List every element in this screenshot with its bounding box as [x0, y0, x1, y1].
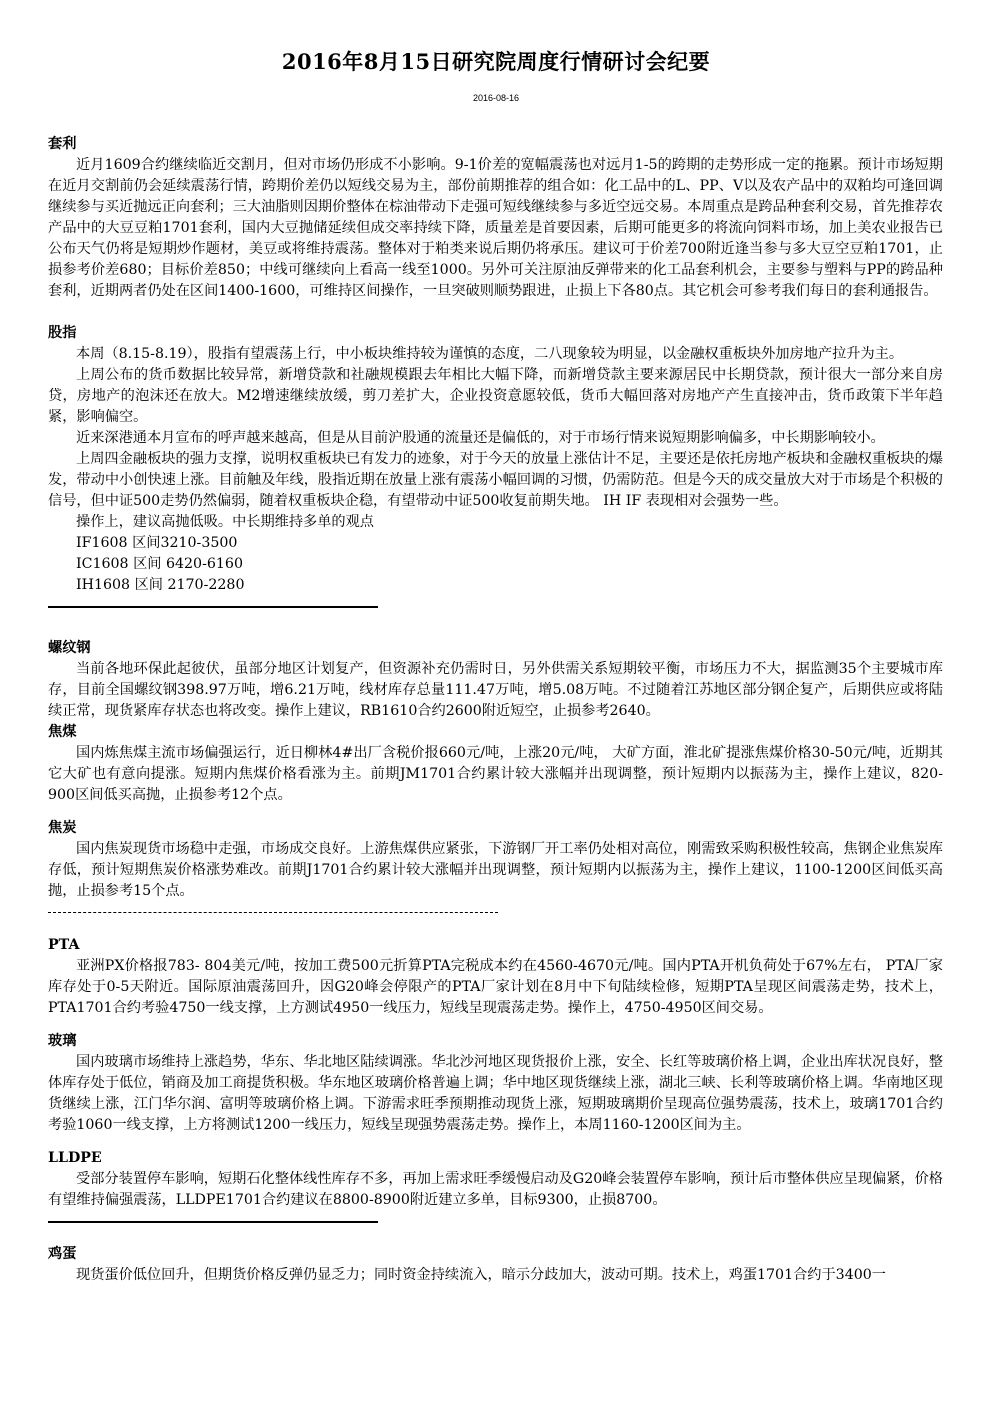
lldpe-paragraph: 受部分装置停车影响，短期石化整体线性库存不多，再加上需求旺季缓慢启动及G20峰会装置停车影响，预计后市整体供应呈现偏紧，价格有望维持偏强震荡，LLDPE1701合约建议在8800-8900附近建立多单，目标9300，止损8700。 — [48, 1171, 943, 1208]
spacer — [48, 1232, 943, 1244]
coking-coal-paragraph: 国内炼焦煤主流市场偏强运行，近日柳林4#出厂含税价报660元/吨，上涨20元/吨， 大矿方面，淮北矿提涨焦煤价格30-50元/吨，近期其它大矿也有意向提涨。短期内焦煤价格看涨为主。前期JM1701合约累计较大涨幅并出现调整，预计短期内以振荡为主，操作上建议，820-900区间低买高抛，止损参考12个点。 — [48, 745, 943, 803]
spacer — [48, 617, 943, 638]
arbitrage-paragraph: 近月1609合约继续临近交割月，但对市场仍形成不小影响。9-1价差的宽幅震荡也对远月1-5的跨期的走势形成一定的拖累。预计市场短期在近月交割前仍会延续震荡行情，跨期价差仍以短线交易为主，部份前期推荐的组合如：化工品中的L、PP、V以及农产品中的双粕均可逢回调继续参与买近抛远正向套利；三大油脂则因期价整体在棕油带动下走强可短线继续参与多近空远交易。本周重点是跨品种套利交易，首先推荐农产品中的大豆豆粕1701套利，国内大豆抛储延续但成交率持续下降，质量差是首要因素，后期可能更多的将流向饲料市场，加上美农业报告已公布天气仍将是短期炒作题材，美豆或将维持震荡。整体对于粕类来说后期仍将承压。建议可于价差700附近逢当参与多大豆空豆粕1701，止损参考价差680；目标价差850；中线可继续向上看高一线至1000。另外可关注原油反弹带来的化工品套利机会，主要参与塑料与PP的跨品种套利，近期两者仍处在区间1400-1600，可维持区间操作，一旦突破则顺势跟进，止损上下各80点。其它机会可参考我们每日的套利通报告。 — [48, 157, 943, 299]
spacer — [48, 923, 943, 935]
coke-paragraph: 国内焦炭现货市场稳中走强，市场成交良好。上游焦煤供应紧张，下游钢厂开工率仍处相对高位，刚需致采购积极性较高，焦钢企业焦炭库存低，预计短期焦炭价格涨势难改。前期J1701合约累计较大涨幅并出现调整，预计短期内以振荡为主，操作上建议，1100-1200区间低买高抛，止损参考15个点。 — [48, 841, 943, 899]
section-heading-arbitrage: 套利 — [48, 136, 77, 152]
spacer — [48, 1019, 943, 1031]
document-body — [48, 134, 943, 1286]
document-title: 2016年8月15日研究院周度行情研讨会纪要 — [281, 49, 711, 74]
section-heading-rebar: 螺纹钢 — [48, 640, 91, 656]
stock-index-paragraph-4: 上周四金融板块的强力支撑，说明权重板块已有发力的迹象，对于今天的放量上涨估计不足，主要还是依托房地产板块和金融权重板块的爆发，带动中小创快速上涨。目前触及年线，股指近期在放量上涨有震荡小幅回调的习惯，仍需防范。但是今天的成交量放大对于市场是个积极的信号，但中证500走势仍然偏弱，随着权重板块企稳，有望带动中证500收复前期失地。 IH IF 表现相对会强势一些。 — [48, 451, 943, 509]
separator-line — [48, 596, 943, 617]
spacer — [48, 806, 943, 818]
dashed-separator-line — [48, 902, 943, 923]
rebar-paragraph: 当前各地环保此起彼伏，虽部分地区计划复产，但资源补充仍需时日，另外供需关系短期较平衡，市场压力不大，据监测35个主要城市库存，目前全国螺纹钢398.97万吨，增6.21万吨，线材库存总量111.47万吨，增5.08万吨。不过随着江苏地区部分钢企复产，后期供应或将陆续正常，现货紧库存状态也将改变。操作上建议，RB1610合约2600附近短空，止损参考2640。 — [48, 661, 943, 719]
ih-range-line: IH1608 区间 2170-2280 — [76, 577, 245, 593]
section-heading-glass: 玻璃 — [48, 1033, 77, 1049]
section-heading-lldpe: LLDPE — [48, 1150, 102, 1166]
section-heading-pta: PTA — [48, 937, 80, 953]
stock-index-paragraph-1: 本周（8.15-8.19），股指有望震荡上行，中小板块维持较为谨慎的态度，二八现象较为明显，以金融权重板块外加房地产拉升为主。 — [76, 346, 904, 362]
spacer — [48, 302, 943, 323]
section-heading-coking-coal: 焦煤 — [48, 724, 77, 740]
section-heading-egg: 鸡蛋 — [48, 1246, 77, 1262]
spacer — [48, 1136, 943, 1148]
egg-paragraph: 现货蛋价低位回升，但期货价格反弹仍显乏力；同时资金持续流入，暗示分歧加大，波动可期。技术上，鸡蛋1701合约于3400一 — [76, 1267, 886, 1283]
separator-line — [48, 1211, 943, 1232]
stock-index-paragraph-2: 上周公布的货币数据比较异常，新增贷款和社融规模跟去年相比大幅下降，而新增贷款主要来源居民中长期贷款，预计很大一部分来自房贷，房地产的泡沫还在放大。M2增速继续放缓，剪刀差扩大，企业投资意愿较低，货币大幅回落对房地产产生直接冲击，货币政策下半年趋紧，影响偏空。 — [48, 367, 943, 425]
ic-range-line: IC1608 区间 6420-6160 — [76, 556, 243, 572]
pta-paragraph: 亚洲PX价格报783- 804美元/吨，按加工费500元折算PTA完税成本约在4560-4670元/吨。国内PTA开机负荷处于67%左右， PTA厂家库存处于0-5天附近。国际原油震荡回升，因G20峰会停限产的PTA厂家计划在8月中下旬陆续检修，短期PTA呈现区间震荡走势，技术上，PTA1701合约考验4750一线支撑，上方测试4950一线压力，短线呈现震荡走势。操作上，4750-4950区间交易。 — [48, 958, 943, 1016]
section-heading-coke: 焦炭 — [48, 820, 77, 836]
stock-index-paragraph-3: 近来深港通本月宣布的呼声越来越高，但是从目前沪股通的流量还是偏低的，对于市场行情来说短期影响偏多，中长期影响较小。 — [76, 430, 885, 446]
if-range-line: IF1608 区间3210-3500 — [76, 535, 238, 551]
section-heading-stock-index: 股指 — [48, 325, 77, 341]
glass-paragraph: 国内玻璃市场维持上涨趋势，华东、华北地区陆续调涨。华北沙河地区现货报价上涨，安全、长红等玻璃价格上调，企业出库状况良好，整体库存处于低位，销商及加工商提货积极。华东地区玻璃价格普遍上调；华中地区现货继续上涨，湖北三峡、长利等玻璃价格上调。华南地区现货继续上涨，江门华尔润、富明等玻璃价格上调。下游需求旺季预期推动现货上涨，短期玻璃期价呈现高位强势震荡，技术上，玻璃1701合约考验1060一线支撑，上方将测试1200一线压力，短线呈现强势震荡走势。操作上，本周1160-1200区间为主。 — [48, 1054, 943, 1133]
stock-index-advice: 操作上，建议高抛低吸。中长期维持多单的观点 — [76, 514, 374, 530]
document-date: 2016-08-16 — [472, 93, 520, 103]
